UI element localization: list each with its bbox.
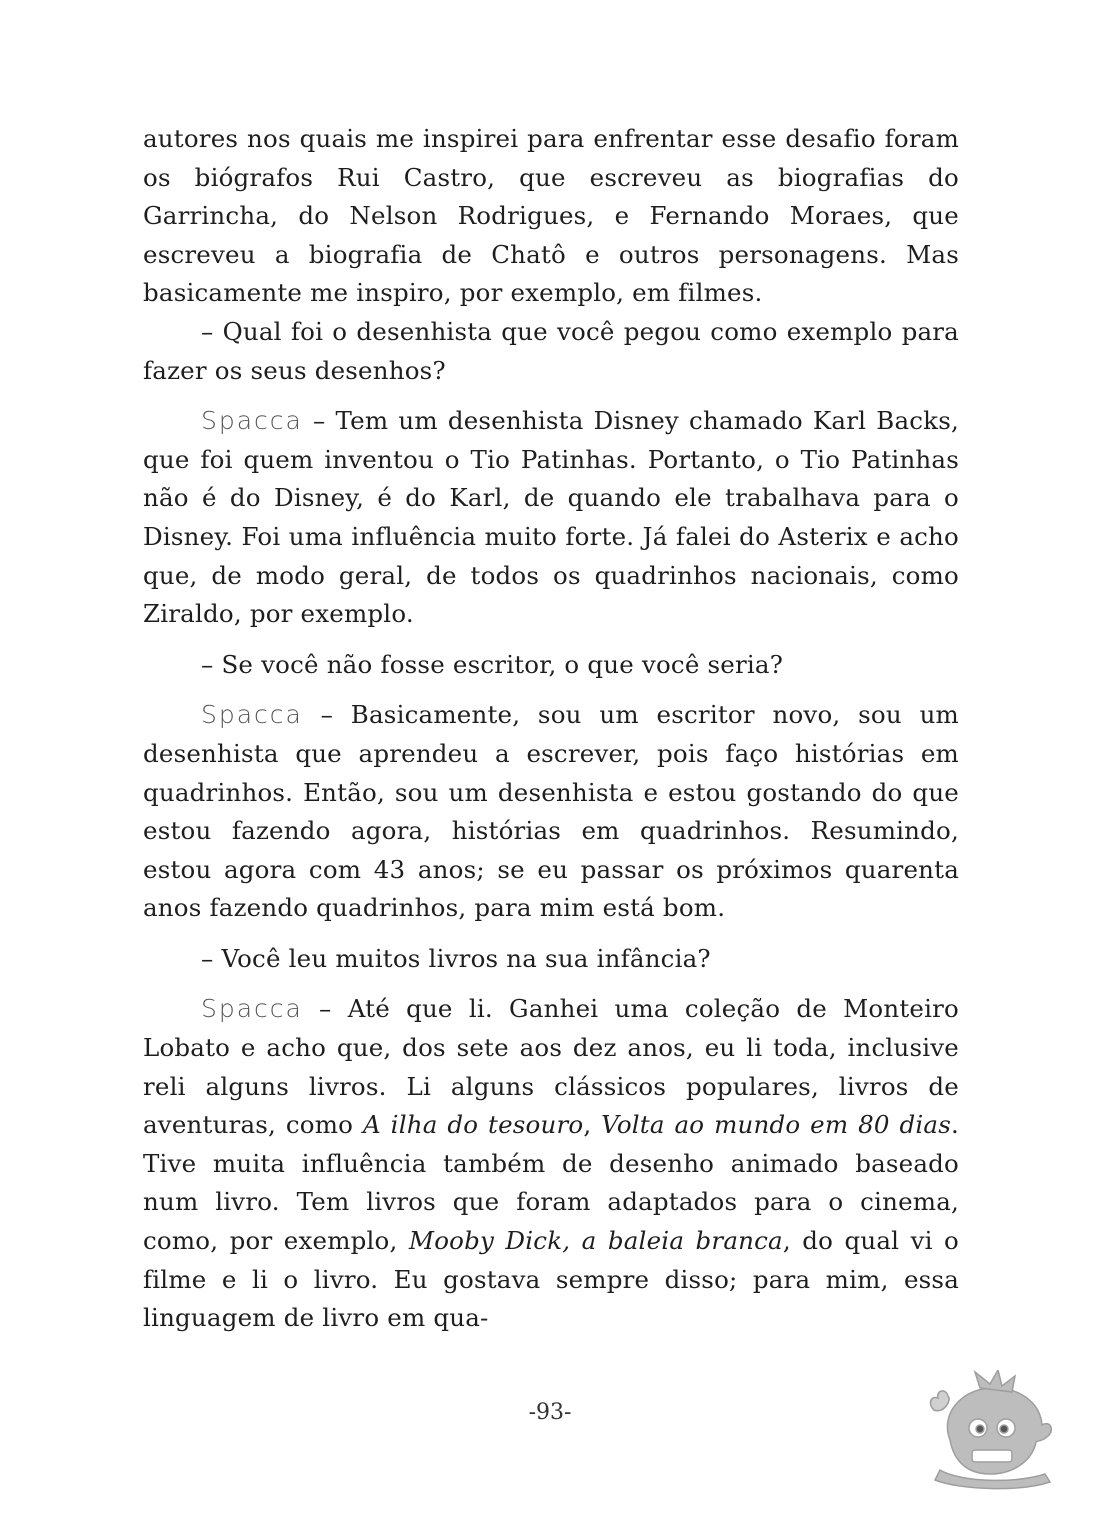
book-title: Volta ao mundo em 80 dias <box>601 1110 951 1140</box>
speaker-name: Spacca <box>201 406 303 436</box>
speaker-name: Spacca <box>201 700 303 730</box>
book-title: A ilha do tesouro <box>362 1110 584 1140</box>
question-3: – Você leu muitos livros na sua infância? <box>201 943 711 973</box>
speaker-name: Spacca <box>201 994 303 1024</box>
answer-2: Spacca – Basicamente, sou um escritor novo, sou um desenhista que aprendeu a escrever, pois faço histórias em quadrinhos. Então, sou um desenhista e estou gostando do que estou fazendo agora, histórias em quadrinhos. Resumindo, estou agora com 43 anos; se eu passar os próximos quarenta anos fazendo quadrinhos, para mim está bom. <box>143 700 959 923</box>
question-2: – Se você não fosse escritor, o que você seria? <box>201 649 784 679</box>
answer-1: Spacca – Tem um desenhista Disney chamado Karl Backs, que foi quem inventou o Tio Patinhas. Portanto, o Tio Patinhas não é do Disney, é do Karl, de quando ele trabalhava para o Disney. Foi uma influência muito forte. Já falei do Asterix e acho que, de modo geral, de todos os quadrinhos nacionais, como Ziraldo, por exemplo. <box>143 406 959 629</box>
answer-3: Spacca – Até que li. Ganhei uma coleção de Monteiro Lobato e acho que, dos sete aos dez anos, eu li toda, inclusive reli alguns livros. Li alguns clássicos populares, livros de aventuras, como A ilha do tesouro, Volta ao mundo em 80 dias. Tive muita influência também de desenho animado baseado num livro. Tem livros que foram adaptados para o cinema, como, por exemplo, Mooby Dick, a baleia branca, do qual vi o filme e li o livro. Eu gostava sempre disso; para mim, essa linguagem de livro em qua- <box>143 994 960 1333</box>
page-number: -93- <box>528 1400 572 1425</box>
question-1: – Qual foi o desenhista que você pegou como exemplo para fazer os seus desenhos? <box>143 316 959 385</box>
cartoon-character-icon <box>920 1370 1060 1490</box>
book-title: Mooby Dick, a baleia branca <box>408 1226 783 1256</box>
page-text <box>143 120 959 1338</box>
paragraph-intro: autores nos quais me inspirei para enfrentar esse desafio foram os biógrafos Rui Castro, que escreveu as biografias do Garrincha, do Nelson Rodrigues, e Fernando Moraes, que escreveu a biografia de Chatô e outros personagens. Mas basicamente me inspiro, por exemplo, em filmes. <box>143 124 959 308</box>
